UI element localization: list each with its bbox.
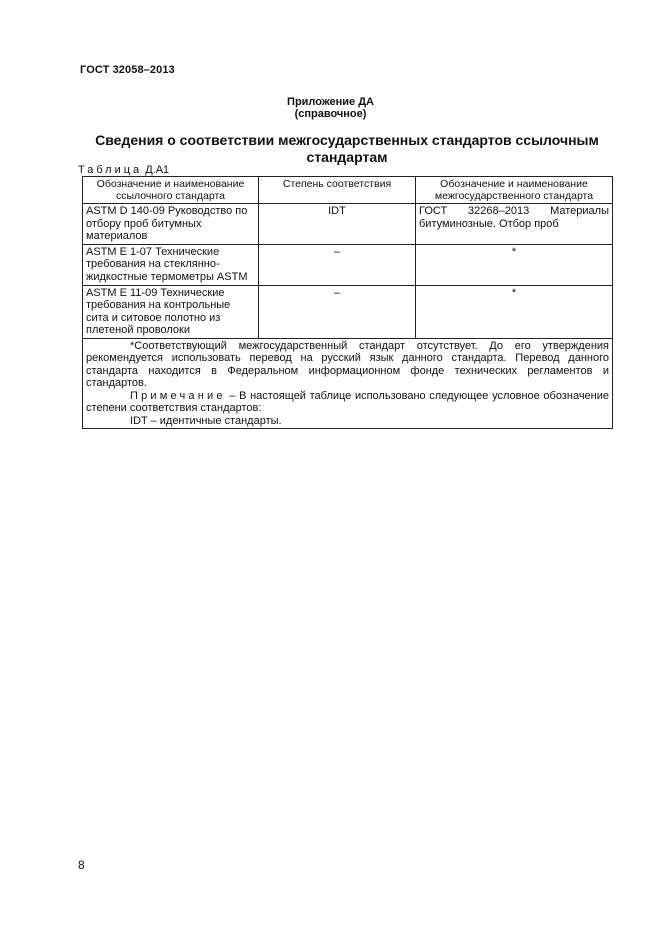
footnote-text (86, 340, 609, 390)
note-paragraph (86, 390, 609, 415)
table-caption-id: Д.А1 (145, 164, 170, 176)
note-item (86, 415, 609, 428)
cell-reference: ASTM E 1-07 Технические требования на стеклянно-жидкостные термометры ASTM (83, 244, 259, 285)
table-footnote-cell (83, 338, 613, 429)
cell-degree: – (259, 285, 416, 338)
document-code-header: ГОСТ 32058–2013 (80, 64, 175, 76)
cell-degree: IDT (259, 204, 416, 245)
note-item-text: IDT – идентичные стандарты. (130, 414, 282, 427)
table-row (83, 244, 613, 285)
table-row (83, 204, 613, 245)
cell-reference: ASTM E 11-09 Технические требования на контрольные сита и ситовое полотно из плетеной проволоки (83, 285, 259, 338)
footnote-body: *Соответствующий межгосударственный стандарт отсутствует. До его утверждения рекомендуется использовать перевод на русский язык данного стандарта. Перевод данного стандарта находится в Федеральном информационном фонде технических регламентов и стандартов. (86, 339, 609, 389)
cell-degree: – (259, 244, 416, 285)
cell-interstate: * (416, 244, 613, 285)
table-footnote-row (83, 338, 613, 429)
column-header-degree: Степень соответствия (259, 177, 416, 204)
page-number: 8 (78, 858, 85, 872)
appendix-title: Приложение ДА (287, 96, 374, 108)
column-header-reference: Обозначение и наименование ссылочного стандарта (83, 177, 259, 204)
cell-reference: ASTM D 140-09 Руководство по отбору проб битумных материалов (83, 204, 259, 245)
table-row (83, 285, 613, 338)
column-header-interstate: Обозначение и наименование межгосударственного стандарта (416, 177, 613, 204)
document-heading: Сведения о соответствии межгосударственных стандартов ссылочным стандартам (95, 132, 599, 165)
appendix-subtitle: (справочное) (294, 108, 367, 120)
standards-correspondence-table (82, 176, 613, 429)
note-label: Примечание (130, 389, 226, 402)
note-text: – В настоящей таблице использовано следующее условное обозначение степени соответствия стандартов: (86, 389, 609, 414)
cell-interstate: * (416, 285, 613, 338)
table-header-row (83, 177, 613, 204)
table-caption-prefix: Таблица (78, 164, 143, 176)
cell-interstate: ГОСТ 32268–2013 Материалы битуминозные. Отбор проб (416, 204, 613, 245)
